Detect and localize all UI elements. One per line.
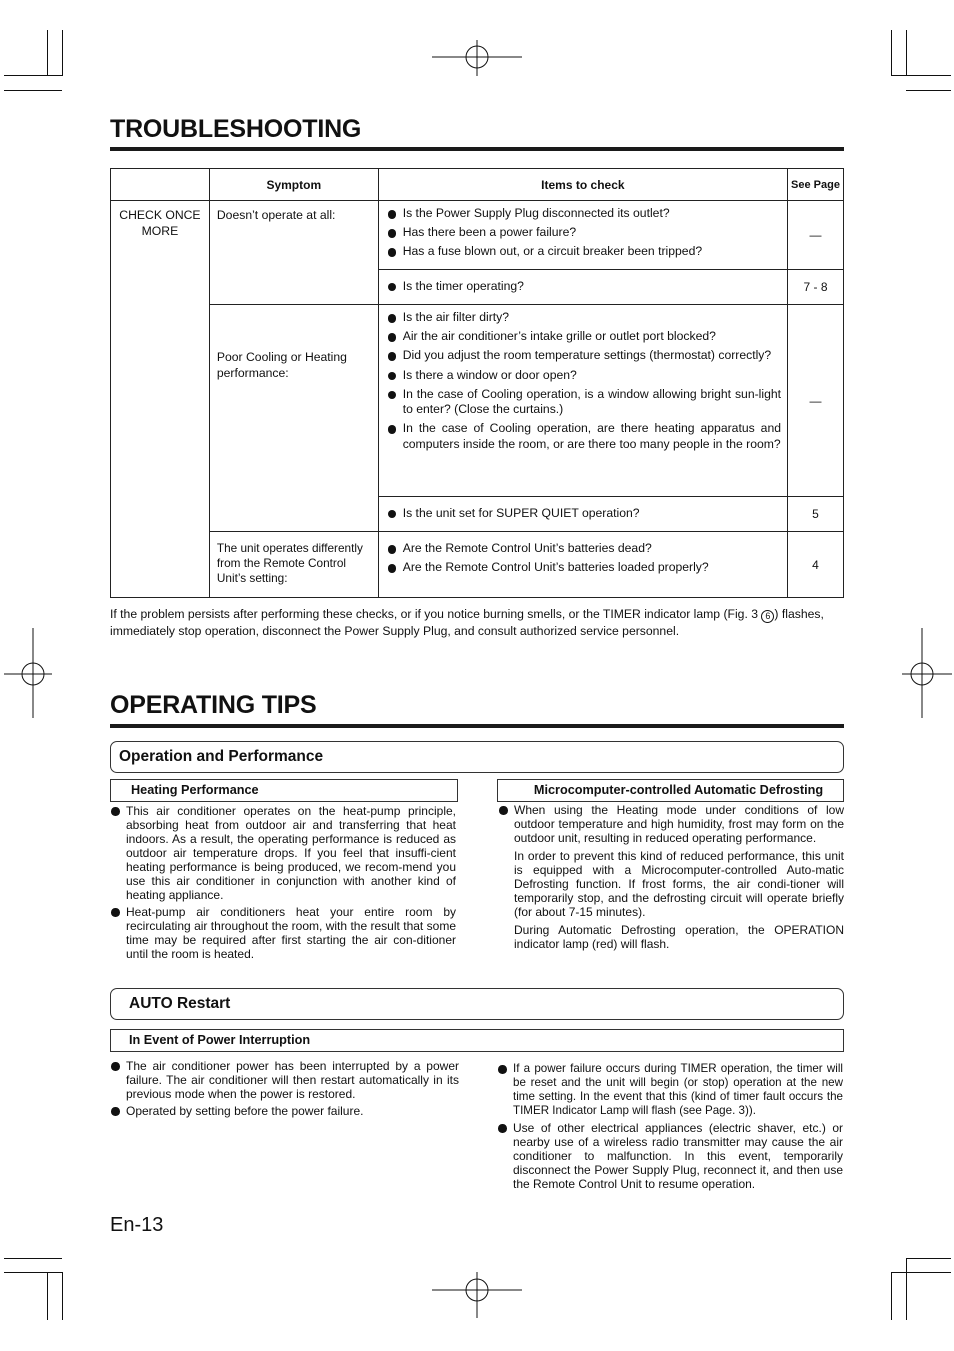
col-header-items: Items to check (378, 169, 787, 201)
col-header-category (111, 169, 210, 201)
check-item: Are the Remote Control Unit’s batteries loaded properly? (387, 560, 781, 576)
check-list (379, 305, 787, 460)
defrost-text (498, 803, 844, 951)
check-item: Is the air filter dirty? (387, 310, 781, 326)
auto-restart-left (110, 1059, 459, 1118)
auto-restart-right (497, 1062, 843, 1191)
title-rule (110, 724, 844, 728)
items-cell (378, 532, 787, 598)
table-row (111, 305, 844, 497)
registration-mark-bottom (430, 1272, 524, 1320)
check-item: Is there a window or door open? (387, 368, 781, 384)
paragraph: During Automatic Defrosting operation, the OPERATION indicator lamp (red) will flash. (514, 923, 844, 951)
check-list (379, 276, 787, 295)
registration-mark-left (4, 628, 54, 720)
registration-mark-right (900, 628, 952, 720)
check-item: Air the air conditioner’s intake grille or outlet port blocked? (387, 329, 781, 345)
troubleshooting-table (110, 168, 844, 598)
symptom-cell: Doesn’t operate at all: (209, 201, 378, 305)
page-ref: 5 (788, 497, 844, 532)
check-item: In the case of Cooling operation, are there heating apparatus and computers inside the room, or are there too many people in the room? (387, 421, 781, 452)
items-cell (378, 201, 787, 270)
col-header-page: See Page (788, 169, 844, 201)
subsection-defrost: Microcomputer-controlled Automatic Defrosting (497, 779, 844, 802)
operating-tips-title: OPERATING TIPS (110, 691, 317, 719)
list-item: If a power failure occurs during TIMER operation, the timer will be reset and the unit will begin (or stop) operation at the new time setting. In the event that this (kind of timer fault occurs the TIMER Indicator Lamp will flash (see Page. 3)). (497, 1062, 843, 1118)
table-header-row (111, 169, 844, 201)
check-item: Has a fuse blown out, or a circuit breaker been tripped? (387, 244, 781, 260)
list-item: This air conditioner operates on the heat-pump principle, absorbing heat from outdoor air and transferring that heat indoors. As a result, the operating performance is reduced as outdoor air temperature drops. If you feel that insuffi-cient heating performance is being produced, we recom-mend you use this air conditioner in conjunction with another kind of heating appliance. (110, 804, 456, 902)
page-number: En-13 (110, 1214, 164, 1236)
symptom-cell: The unit operates differently from the Remote Control Unit’s setting: (209, 532, 378, 598)
registration-mark-top (430, 40, 524, 78)
fig-ref-icon: 6 (761, 610, 774, 623)
check-item: Is the unit set for SUPER QUIET operation? (387, 506, 781, 522)
check-list (379, 201, 787, 268)
title-rule (110, 147, 844, 151)
list-item: Use of other electrical appliances (electric shaver, etc.) or nearby use of a wireless radio transmitter may cause the air conditioner to malfunction. In this event, temporarily disconnect the Power Supply Plug, reconnect it, and then use the Remote Control Unit to resume operation. (497, 1121, 843, 1191)
heating-text (110, 804, 456, 961)
items-cell (378, 497, 787, 532)
symptom-cell: Poor Cooling or Heating performance: (209, 305, 378, 532)
subsection-power-interruption: In Event of Power Interruption (110, 1029, 844, 1052)
table-row (111, 201, 844, 270)
items-cell (378, 305, 787, 497)
check-item: Did you adjust the room temperature settings (thermostat) correctly? (387, 348, 781, 364)
table-row (111, 532, 844, 598)
check-item: In the case of Cooling operation, is a window allowing bright sun-light to enter? (Close the curtains.) (387, 387, 781, 418)
page-ref: — (788, 305, 844, 497)
check-list (379, 532, 787, 583)
page-ref: 7 - 8 (788, 270, 844, 305)
check-item: Is the timer operating? (387, 279, 781, 295)
page-ref: — (788, 201, 844, 270)
section-header-operation: Operation and Performance (110, 741, 844, 773)
check-item: Is the Power Supply Plug disconnected its outlet? (387, 206, 781, 222)
category-cell: CHECK ONCE MORE (111, 201, 210, 598)
paragraph: In order to prevent this kind of reduced performance, this unit is equipped with a Microcomputer-controlled Auto-matic Defrosting function. If frost forms, the air condi-tioner will temporarily stop, and the defrosting circuit will operate briefly (for about 7-15 minutes). (514, 849, 844, 919)
items-cell (378, 270, 787, 305)
section-header-auto-restart: AUTO Restart (110, 988, 844, 1020)
page-ref: 4 (788, 532, 844, 598)
list-item: When using the Heating mode under conditions of low outdoor temperature and high humidity, frost may form on the outdoor unit, resulting in reduced operating performance. (498, 803, 844, 845)
check-list (379, 503, 787, 522)
list-item: Heat-pump air conditioners heat your entire room by recirculating air throughout the room, with the result that some time may be required after first starting the air con-ditioner until the room is heated. (110, 905, 456, 961)
check-item: Are the Remote Control Unit’s batteries dead? (387, 541, 781, 557)
col-header-symptom: Symptom (209, 169, 378, 201)
troubleshooting-title: TROUBLESHOOTING (110, 115, 362, 143)
list-item: Operated by setting before the power failure. (110, 1104, 459, 1118)
troubleshooting-note: If the problem persists after performing these checks, or if you notice burning smells, or the TIMER indicator lamp (Fig. 3 6 ) flashes, immediately stop operation, disconnect the Power Supply Plug, and consult authorized service personnel. (110, 607, 824, 638)
check-item: Has there been a power failure? (387, 225, 781, 241)
list-item: The air conditioner power has been interrupted by a power failure. The air conditioner will then restart automatically in its previous mode when the power is restored. (110, 1059, 459, 1101)
subsection-heating: Heating Performance (110, 779, 458, 802)
